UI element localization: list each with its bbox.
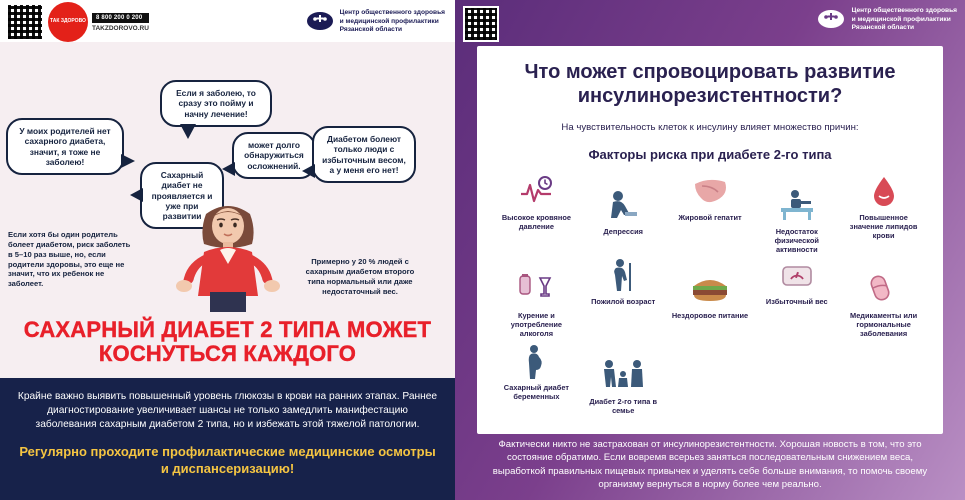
right-brand <box>816 6 957 34</box>
risk-factor-item <box>493 172 580 256</box>
right-footer <box>477 438 943 492</box>
junk-food-icon <box>690 270 730 308</box>
risk-factor-label: Высокое кровяное давление <box>501 213 571 232</box>
risk-factor-item <box>580 342 667 415</box>
brand-text <box>852 7 957 32</box>
takzdorovo-logo-text: ТАК ЗДОРОВО <box>50 18 86 25</box>
right-footer-text: Фактически никто не застрахован от инсулинорезистентности. Хорошая новость в том, что это состояние обратимо. Если вовремя всерьез заняться последовательным снижением веса, выработкой правильных пищевых привычек и уделять себе больше внимания, то помочь своему организму вернуться в норму более чем реально. <box>492 438 928 491</box>
elderly-icon <box>606 256 640 294</box>
risk-factor-label: Сахарный диабет беременных <box>503 383 569 402</box>
health-center-logo-icon <box>305 8 335 36</box>
speech-bubble-sugar-diabetes: Сахарный диабет не проявляется и уже при развитии <box>140 162 224 229</box>
risk-factor-item <box>840 256 927 342</box>
risk-factor-label: Депрессия <box>603 227 643 236</box>
family-icon <box>601 356 645 394</box>
risk-factors-grid <box>493 172 927 415</box>
low-activity-icon <box>777 186 817 224</box>
smoking-alcohol-icon <box>516 270 556 308</box>
left-illustration-area <box>0 42 455 312</box>
brand-line-3: Рязанской области <box>851 24 915 32</box>
speech-bubble-long-hidden: может долго обнаружиться осложнений. <box>232 132 316 179</box>
health-center-logo-icon <box>816 6 846 34</box>
note-weight-stat: Примерно у 20 % людей с сахарным диабетом второго типа нормальный или даже недостаточный вес. <box>305 257 415 296</box>
speech-bubble-if-i-get-sick: Если я заболею, то сразу это пойму и начну лечение! <box>160 80 272 127</box>
brand-line-2: и медицинской профилактики <box>339 17 439 25</box>
takzdorovo-contact <box>92 13 149 32</box>
left-footer-cta: Регулярно проходите профилактические медицинские осмотры и диспансеризацию! <box>19 444 436 477</box>
left-footer <box>0 378 455 500</box>
risk-factor-label: Недостаток физической активности <box>774 227 819 255</box>
brand-line-1: Центр общественного здоровья <box>339 9 445 17</box>
risk-factor-label: Курение и употребление алкоголя <box>510 311 563 339</box>
risk-factor-item <box>580 256 667 342</box>
right-content-card <box>477 46 943 434</box>
note-parents-risk: Если хотя бы один родитель болеет диабетом, риск заболеть в 5–10 раз выше, но, если родители здоровы, это еще не значит, что их ребенок не заболеет. <box>8 230 131 289</box>
risk-factor-item <box>667 172 754 256</box>
risk-factor-item <box>667 256 754 342</box>
pregnant-icon <box>521 342 551 380</box>
scales-icon <box>779 256 815 294</box>
takzdorovo-phone: 8 800 200 0 200 <box>92 13 149 23</box>
left-brand <box>305 8 449 36</box>
takzdorovo-url[interactable]: TAKZDOROVO.RU <box>92 24 149 32</box>
risk-factor-item <box>753 256 840 342</box>
depression-icon <box>605 186 641 224</box>
left-poster-title: САХАРНЫЙ ДИАБЕТ 2 ТИПА МОЖЕТ КОСНУТЬСЯ КАЖДОГО <box>23 317 432 366</box>
risk-factors-heading: Факторы риска при диабете 2-го типа <box>588 147 832 162</box>
right-poster-title: Что может спровоцировать развитие инсулинорезистентности? <box>524 61 896 107</box>
qr-code-icon[interactable] <box>463 6 499 42</box>
risk-factor-item <box>840 172 927 256</box>
brand-line-1: Центр общественного здоровья <box>851 7 957 15</box>
right-subtitle: На чувствительность клеток к инсулину влияет множество причин: <box>561 122 859 133</box>
takzdorovo-logo <box>48 2 88 42</box>
liver-icon <box>690 172 730 210</box>
risk-factor-item <box>493 342 580 415</box>
left-header <box>0 0 455 42</box>
blood-pressure-icon <box>518 172 554 210</box>
risk-factor-item <box>753 172 840 256</box>
left-title-band <box>0 312 455 376</box>
risk-factor-label: Избыточный вес <box>765 297 828 306</box>
risk-factor-label: Повышенное значение липидов крови <box>849 213 918 241</box>
left-footer-text: Крайне важно выявить повышенный уровень глюкозы в крови на ранних этапах. Раннее диагностирование увеличивает шансы не только замедлить манифестацию заболевания сахарным диабетом 2 типа, но и избежать этой тяжелой патологии. <box>17 391 438 431</box>
brand-line-3: Рязанской области <box>339 26 403 34</box>
risk-factor-label: Медикаменты или гормональные заболевания <box>850 311 918 339</box>
pills-icon <box>867 270 901 308</box>
poster-right <box>455 0 965 500</box>
risk-factor-label: Диабет 2-го типа в семье <box>589 397 657 416</box>
woman-shrugging-illustration <box>168 192 288 312</box>
qr-code-icon[interactable] <box>6 3 44 41</box>
blood-lipids-icon <box>866 172 902 210</box>
risk-factor-item <box>580 172 667 256</box>
speech-bubble-parents: У моих родителей нет сахарного диабета, значит, я тоже не заболею! <box>6 118 124 175</box>
risk-factor-label: Пожилой возраст <box>591 297 656 306</box>
right-header <box>455 0 965 46</box>
risk-factor-label: Жировой гепатит <box>678 213 742 222</box>
risk-factor-label: Нездоровое питание <box>671 311 749 320</box>
poster-left <box>0 0 455 500</box>
risk-factor-item <box>493 256 580 342</box>
speech-bubble-overweight: Диабетом болеют только люди с избыточным весом, а у меня его нет! <box>312 126 416 183</box>
brand-line-2: и медицинской профилактики <box>851 15 951 23</box>
brand-text <box>340 9 445 34</box>
